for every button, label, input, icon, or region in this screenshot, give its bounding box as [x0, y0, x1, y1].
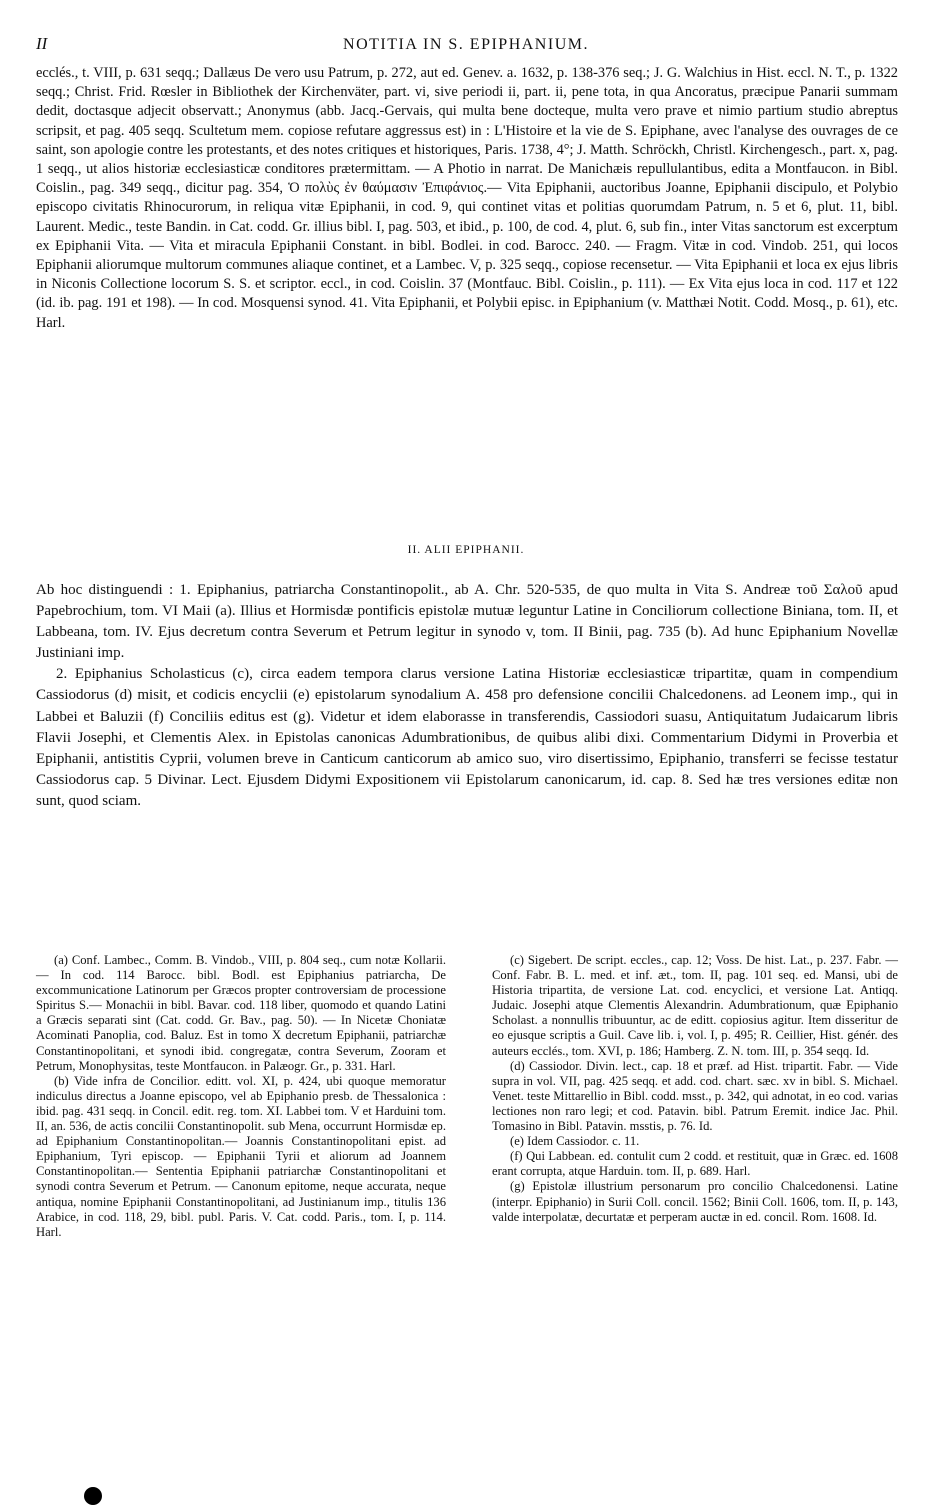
page-number: II: [36, 34, 48, 53]
ink-blot-mark: [84, 1487, 102, 1505]
footnotes-right-column: [492, 953, 898, 1225]
footnotes-left-column: [36, 953, 446, 1240]
footnote-e: (e) Idem Cassiodor. c. 11.: [510, 1134, 640, 1149]
footnote-b: (b) Vide infra de Concilior. editt. vol. XI, p. 424, ubi quoque memoratur indiculus directus a Joanne episcopo, vel ab Epiphanio presb. de Thessalonica : ibid. pag. 431 seqq. in Concil. edit. reg. tom. XI. Labbei tom. V et Harduini tom. II, an. 536, de actis concilii Constantinopolit. sub Mena, occurrunt Hormisdæ ep. ad Epiphanium Constantinopolitan.— Joannis Constantinopolitani epist. ad Epiphanium, Tyri episcop. — Epiphanii Tyrii et aliorum ad Joannem Constantinopolitan.— Sententia Epiphanii patriarchæ Constantinopolitani et synodi contra Severum et Petrum. — Canonum epitome, neque accurata, neque antiqua, nomine Epiphanii Constantinopolitani, ad Justinianum imp., titulis 136 Arabice, in cod. 118, 29, bibl. publ. Paris. V. Cat. codd. Paris., tom. I, p. 114. Harl.: [36, 1073, 446, 1239]
main-paragraph-2: 2. Epiphanius Scholasticus (c), circa eadem tempora clarus versione Latina Historiæ ecclesiasticæ tripartitæ, quam in compendium Cassiodorus (d) misit, et codicis encyclii (e) epistolarum synodalium A. 458 pro defensione concilii Chalcedonens. ad Leonem imp., qui in Labbei et Baluzii (f) Conciliis editus est (g). Videtur et idem elaborasse in transferendis, Cassiodori suasu, Antiquitatum Judaicarum libris Flavii Josephi, et Clementis Alex. in Epistolas canonicas Adumbrationibus, de quibus alibi dixi. Commentarium Didymi in Proverbia et Epiphanii, antistitis Cyprii, volumen breve in Canticum canticorum ab amico suo, viro disertissimo, Epiphanio, transferri se fecisse testatur Cassiodorus cap. 5 Divinar. Lect. Ejusdem Didymi Expositionem vii Epistolarum canonicarum, id. cap. 8. Sed hæ tres versiones editæ non sunt, quod sciam.: [36, 666, 898, 809]
intro-paragraph: ecclés., t. VIII, p. 631 seqq.; Dallæus De vero usu Patrum, p. 272, aut ed. Genev. a. 1632, p. 138-376 seq.; J. G. Walchius in Hist. eccl. N. T., p. 1322 seqq.; Christ. Frid. Rœsler in Bibliothek der Kirchenväter, part. vi, sive periodi ii, part. ii, pene tota, in qua Ancoratus, præcipue Panarii summam dedit, doctasque adjecit observatt.; Anonymus (abb. Jacq.-Gervais, qui multa bene docteque, multa vero prave et nimio partium studio abreptus scripsit, et pag. 405 seqq. Scultetum mem. copiose refutare aggressus est) in : L'Histoire et la vie de S. Epiphane, avec l'analyse des ouvrages de ce saint, son apologie contre les protestants, et des notes critiques et historiques, Paris. 1738, 4°; J. Matth. Schröckh, Christl. Kirchengesch., part. x, pag. 1 seqq., ut alios historiæ ecclesiasticæ conditores prætermittam. — A Photio in narrat. De Manichæis repullulantibus, edita a Montfaucon. in Bibl. Coislin., pag. 349 seqq., dicitur pag. 354, Ὁ πολὺς ἐν θαύμασιν Ἐπιφάνιος.— Vita Epiphanii, auctoribus Joanne, Epiphanii discipulo, et Polybio episcopo civitatis Rhinocurorum, in reliqua vitæ Epiphanii, in cod. 9, qui continet vitas et politias quorumdam Patrum, n. 5 et 6, plut. 11, bibl. Laurent. Medic., teste Bandin. in Cat. codd. Gr. illius bibl. I, pag. 503, et ibid., p. 100, de cod. 4, plut. 6, sub fin., inter Vitas sanctorum est excerptum ex Epiphanii Vita. — Vita et miracula Epiphanii Constant. in bibl. Bodlei. in cod. Barocc. 240. — Fragm. Vitæ in cod. Vindob. 251, qui locos Epiphanii aliorumque multorum communes aliaque continet, et a Lambec. V, p. 325 seqq., copiose recensetur. — Vita Epiphanii et loca ex ejus libris in Niconis Collectione locorum S. S. et scriptor. eccl., in cod. Coislin. 37 (Montfauc. Bibl. Coislin., p. 111). — Ex Vita ejus loca in cod. 117 et 122 (id. ib. pag. 191 et 198). — In cod. Mosquensi synod. 41. Vita Epiphanii, et Polybii episc. in Epiphanium (v. Matthæi Notit. Codd. Mosq., p. 61), etc. Harl.: [36, 65, 898, 331]
page-header: [36, 34, 896, 58]
footnote-g: (g) Epistolæ illustrium personarum pro concilio Chalcedonensi. Latine (interpr. Epiphanio) in Surii Coll. concil. 1562; Binii Coll. 1606, tom. II, p. 143, valde interpolatæ, decurtatæ et perperam auctæ in ed. concil. Rom. 1608. Id.: [492, 1179, 898, 1224]
footnote-d: (d) Cassiodor. Divin. lect., cap. 18 et præf. ad Hist. tripartit. Fabr. — Vide supra in vol. VII, pag. 425 seqq. et add. cod. chart. sæc. xv in bibl. S. Michael. Venet. teste Mittarellio in Bibl. codd. msst., p. 342, qui adnotat, in eo cod. varias lectiones non raro legi; et cod. Patavin. bibl. Patrum Eremit. indice Jac. Phil. Tomasino in Bibl. Patavin. msstis, p. 76. Id.: [492, 1058, 898, 1134]
footnote-f: (f) Qui Labbean. ed. contulit cum 2 codd. et restituit, quæ in Græc. ed. 1608 erant corrupta, atque Harduin. tom. II, p. 689. Harl.: [492, 1149, 898, 1179]
footnote-c: (c) Sigebert. De script. eccles., cap. 12; Voss. De hist. Lat., p. 237. Fabr. — Conf. Fabr. B. L. med. et inf. æt., tom. II, pag. 101 seq. ed. Mansi, ubi de Historia tripartita, de versione Lat. cod. encyclici, et versione Lat. Antiqq. Judaic. Josephi atque Clementis Alexandrin. Adumbrationum, quæ Epiphanio Scholast. a nonnullis tribuuntur, ac de editt. copiosius agitur. Item disseritur de eo ejusque scriptis a Guil. Cave lib. i, vol. I, p. 495; R. Ceillier, Hist. génér. des auteurs ecclés., tom. XVI, p. 186; Hamberg. Z. N. tom. III, p. 354 seqq. Id.: [492, 953, 898, 1058]
main-paragraph-1: Ab hoc distinguendi : 1. Epiphanius, patriarcha Constantinopolit., ab A. Chr. 520-535, de quo multa in Vita S. Andreæ τοῦ Σαλοῦ apud Papebrochium, tom. VI Maii (a). Illius et Hormisdæ pontificis epistolæ mutuæ leguntur Latine in Conciliorum collectione Biniana, tom. II, et Labbeana, tom. IV. Ejus decretum contra Severum et Petrum legitur in synodo v, tom. II Binii, pag. 735 (b). Ad hunc Epiphanium Novellæ Justiniani imp.: [36, 582, 898, 662]
section-title: II. ALII EPIPHANII.: [407, 544, 525, 556]
footnote-a: (a) Conf. Lambec., Comm. B. Vindob., VIII, p. 804 seq., cum notæ Kollarii.— In cod. 114 Barocc. bibl. Bodl. est Epiphanius patriarcha, De excommunicatione Latinorum per Græcos propter controversiam de processione Spiritus S.— Monachii in bibl. Bavar. cod. 118 liber, quomodo et quando Latini a Græcis separati sint (Cat. codd. Gr. Bav., pag. 50). — In Nicetæ Choniatæ Acominati Panoplia, cod. Baluz. Est in tomo X decretum Epiphanii, patriarchæ Constantinopolitani, et synodi ibid. congregatæ, contra Severum, Zooram et Petrum, Monophysitas, teste Montfaucon. in Palæogr. Gr., p. 331. Harl.: [36, 953, 446, 1073]
running-title: NOTITIA IN S. EPIPHANIUM.: [343, 36, 589, 53]
main-text: [36, 580, 898, 812]
intro-paragraph-block: [36, 64, 898, 333]
